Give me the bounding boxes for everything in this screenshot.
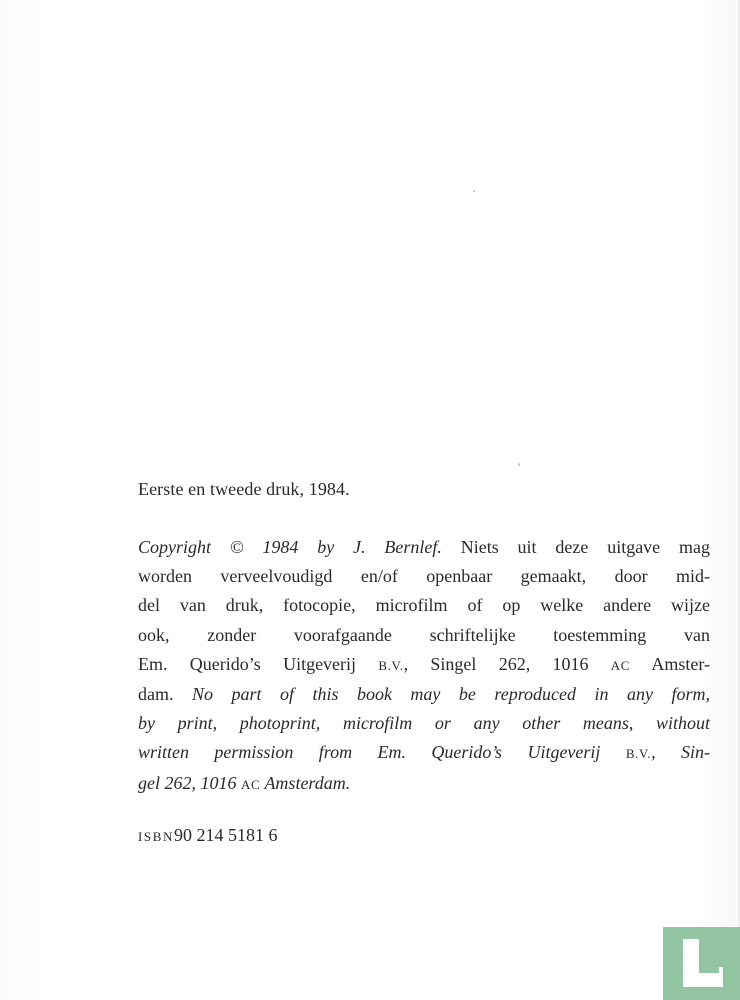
copyright-text-segment: Em. Querido’s Uitgeverij <box>138 653 379 674</box>
isbn-number: 90 214 5181 6 <box>174 825 278 845</box>
paper-speck <box>473 190 475 192</box>
isbn-label: ISBN <box>138 829 175 844</box>
copyright-text-segment: Niets uit deze uitgave mag <box>441 537 711 557</box>
copyright-text-segment: gel 262, 1016 <box>138 772 241 793</box>
copyright-text-segment: written permission from Em. Querido’s Uitgeverij <box>138 742 626 763</box>
copyright-line <box>138 562 710 591</box>
copyright-text-segment: , Singel 262, 1016 <box>403 653 611 674</box>
copyright-text-segment: AC <box>241 776 261 792</box>
copyright-line <box>138 591 710 620</box>
isbn-line <box>138 822 278 850</box>
copyright-text-segment: ook, zonder voorafgaande schriftelijke toestemming van <box>138 624 710 645</box>
copyright-text-segment: No part of this book may be reproduced in any form, <box>191 684 710 705</box>
copyright-notice <box>138 533 710 799</box>
copyright-text-segment: B.V. <box>625 746 652 762</box>
copyright-text-segment: worden verveelvoudigd en/of openbaar gemaakt, door mid- <box>138 566 710 587</box>
paper-speck <box>518 463 520 466</box>
copyright-text-segment: B.V. <box>378 657 404 673</box>
copyright-text-segment: del van druk, fotocopie, microfilm of op welke andere wijze <box>138 595 710 616</box>
copyright-text-segment: dam. <box>138 684 192 705</box>
page-edge-shadow <box>736 0 740 1000</box>
lastdodo-l-logo-icon <box>663 927 740 1000</box>
copyright-text-segment: , Sin- <box>651 742 710 763</box>
copyright-line <box>138 738 710 768</box>
copyright-line <box>138 709 710 738</box>
copyright-text-segment: Amsterdam. <box>260 772 351 793</box>
copyright-text-segment: by print, photoprint, microfilm or any other means, without <box>138 713 710 734</box>
copyright-line <box>138 680 710 709</box>
copyright-line <box>138 769 710 799</box>
logo-letter-serif <box>719 967 723 977</box>
copyright-line <box>138 621 710 650</box>
logo-letter-foot <box>683 973 723 987</box>
copyright-text-segment: Amster- <box>630 653 710 674</box>
copyright-line <box>138 533 710 562</box>
copyright-text-segment: AC <box>610 657 631 673</box>
copyright-text-segment: Copyright © 1984 by J. Bernlef. <box>138 537 442 557</box>
copyright-line <box>138 650 710 680</box>
edition-line: Eerste en tweede druk, 1984. <box>138 479 350 499</box>
